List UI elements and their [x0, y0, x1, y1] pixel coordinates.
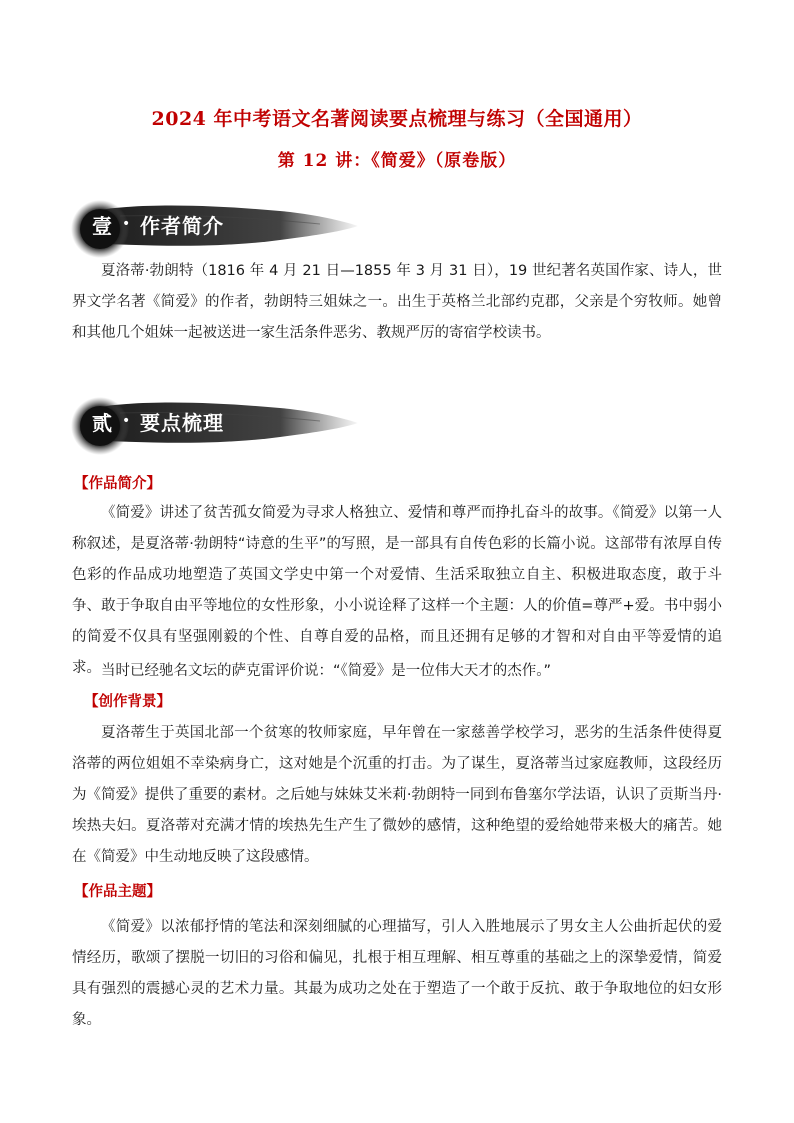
- label-theme: 【作品主题】: [74, 884, 161, 900]
- document-title: 2024 年中考语文名著阅读要点梳理与练习（全国通用）: [151, 108, 643, 130]
- dot-icon: •: [122, 216, 131, 232]
- dot-icon: •: [122, 413, 131, 429]
- label-background: 【创作背景】: [84, 694, 171, 710]
- section-number-badge: 贰: [92, 411, 112, 435]
- section-heading: 作者简介: [140, 214, 224, 238]
- section-heading: 要点梳理: [140, 411, 224, 435]
- theme-paragraph: 《简爱》以浓郁抒情的笔法和深刻细腻的心理描写，引人入胜地展示了男女主人公曲折起伏的爱情经历，歌颂了摆脱一切旧的习俗和偏见，扎根于相互理解、相互尊重的基础之上的深挚爱情，简爱具有强烈的震撼心灵的艺术力量。其最为成功之处在于塑造了一个敢于反抗、敢于争取地位的妇女形象。: [72, 919, 722, 1028]
- work-intro-paragraph: 《简爱》讲述了贫苦孤女简爱为寻求人格独立、爱情和尊严而挣扎奋斗的故事。《简爱》以第一人称叙述，是夏洛蒂·勃朗特“诗意的生平”的写照，是一部具有自传色彩的长篇小说。这部带有浓厚自传色彩的作品成功地塑造了英国文学史中第一个对爱情、生活采取独立自主、积极进取态度，敢于斗争、敢于争取自由平等地位的女性形象，小小说诠释了这样一个主题：人的价值=尊严+爱。书中弱小的简爱不仅具有坚强刚毅的个性、自尊自爱的品格，而且还拥有足够的才智和对自由平等爱情的追求。: [72, 505, 722, 676]
- thackeray-quote-paragraph: 当时已经驰名文坛的萨克雷评价说：“《简爱》是一位伟大天才的杰作。”: [101, 663, 552, 679]
- author-paragraph: 夏洛蒂·勃朗特（1816 年 4 月 21 日—1855 年 3 月 31 日），19 世纪著名英国作家、诗人，世界文学名著《简爱》的作者，勃朗特三姐妹之一。出生于英格兰北部约克郡，父亲是个穷牧师。她曾和其他几个姐妹一起被送进一家生活条件恶劣、教规严厉的寄宿学校读书。: [72, 263, 722, 341]
- section-number-badge: 壹: [92, 214, 112, 238]
- label-work-intro: 【作品简介】: [74, 476, 161, 492]
- background-paragraph: 夏洛蒂生于英国北部一个贫寒的牧师家庭，早年曾在一家慈善学校学习，恶劣的生活条件使得夏洛蒂的两位姐姐不幸染病身亡，这对她是个沉重的打击。为了谋生，夏洛蒂当过家庭教师，这段经历为《简爱》提供了重要的素材。之后她与妹妹艾米莉·勃朗特一同到布鲁塞尔学法语，认识了贡斯当丹·埃热夫妇。夏洛蒂对充满才情的埃热先生产生了微妙的感情，这种绝望的爱给她带来极大的痛苦。她在《简爱》中生动地反映了这段感情。: [72, 725, 722, 865]
- lesson-subtitle: 第 12 讲：《简爱》（原卷版）: [277, 151, 517, 171]
- section-banner-keypoints: [60, 393, 360, 457]
- section-banner-author: [60, 196, 360, 260]
